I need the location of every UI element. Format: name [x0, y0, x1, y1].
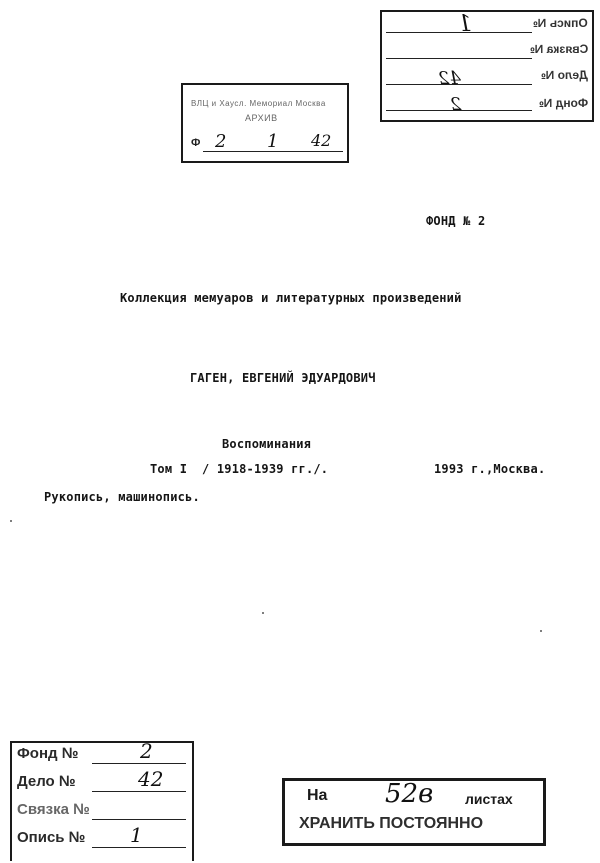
archive-stamp-top-right [380, 10, 594, 122]
archive-stamp-line1: ВЛЦ и Хаусл. Мемориал Москва [191, 99, 326, 108]
stamp-rule [92, 791, 186, 792]
sheet-count-stamp [282, 778, 546, 846]
stamp-fond-value: 2 [450, 94, 462, 115]
fond-header: ФОНД № 2 [426, 214, 486, 228]
stamp-rule [92, 819, 186, 820]
archive-stamp-fond-value: 2 [215, 131, 227, 152]
scan-speck [262, 612, 264, 614]
stamp-label-delo: Дело № [541, 68, 588, 82]
stamp-label-opis: Опись № [17, 829, 86, 846]
document-genre: Воспоминания [222, 437, 312, 451]
scan-speck [10, 520, 12, 522]
stamp-delo-value: 42 [138, 767, 164, 791]
stamp-label-svyazka: Связка № [17, 801, 90, 818]
volume-number: Том I [150, 462, 188, 476]
year-and-place: 1993 г.,Москва. [434, 462, 546, 476]
stamp-rule [92, 847, 186, 848]
scan-speck [540, 630, 542, 632]
sheet-count-prefix: На [307, 787, 328, 804]
keep-permanently: ХРАНИТЬ ПОСТОЯННО [299, 815, 484, 832]
stamp-label-fond: Фонд № [17, 745, 79, 762]
stamp-rule [386, 58, 532, 59]
document-medium: Рукопись, машинопись. [44, 490, 200, 504]
archive-stamp-opis-value: 1 [267, 131, 279, 152]
sheet-count-suffix: листах [465, 791, 513, 807]
author-name: ГАГЕН, ЕВГЕНИЙ ЭДУАРДОВИЧ [190, 371, 376, 385]
archive-stamp-memorial [181, 83, 349, 163]
stamp-label-svyazka: Связка № [529, 42, 588, 56]
stamp-label-delo: Дело № [17, 773, 76, 790]
stamp-label-fond: Фонд № [538, 96, 588, 110]
archive-stamp-prefix: Ф [191, 137, 201, 149]
stamp-label-opis: Опись № [533, 16, 588, 30]
archive-stamp-line2: АРХИВ [245, 113, 278, 123]
stamp-rule [92, 763, 186, 764]
covered-years: / 1918-1939 гг./. [202, 462, 329, 476]
stamp-delo-value: 42 [438, 68, 461, 89]
sheet-count-value: 52в [385, 779, 434, 809]
stamp-opis-value: 1 [458, 12, 472, 37]
archive-stamp-delo-value: 42 [311, 131, 332, 150]
stamp-fond-value: 2 [140, 739, 153, 763]
stamp-opis-value: 1 [130, 823, 143, 847]
collection-title: Коллекция мемуаров и литературных произведений [120, 291, 462, 305]
archive-stamp-bottom-left [10, 741, 194, 861]
